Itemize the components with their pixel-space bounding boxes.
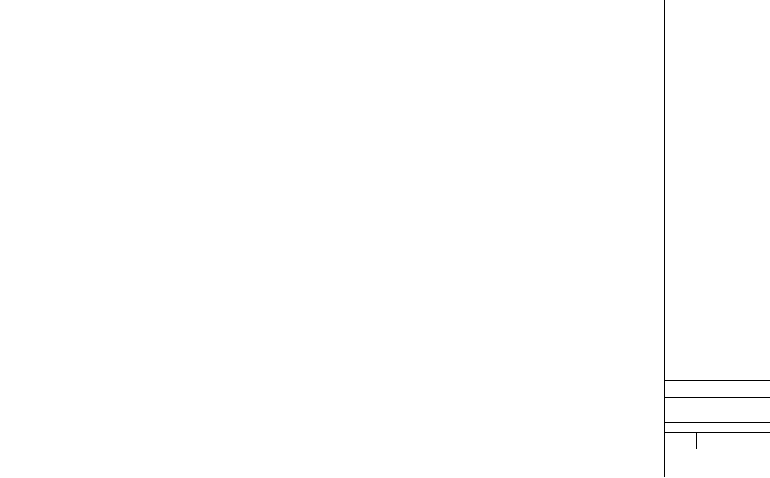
title-block-stage <box>664 423 770 433</box>
page-title <box>216 7 656 22</box>
economic-indicators <box>216 7 656 194</box>
title-block-description <box>664 398 770 423</box>
item-4 <box>216 52 656 67</box>
item-5 <box>216 108 656 123</box>
title-block-header <box>664 381 770 398</box>
item-4-subtitle <box>216 67 656 82</box>
item-6 <box>216 152 656 167</box>
title-block-footer <box>664 433 770 449</box>
title-block <box>664 380 770 478</box>
